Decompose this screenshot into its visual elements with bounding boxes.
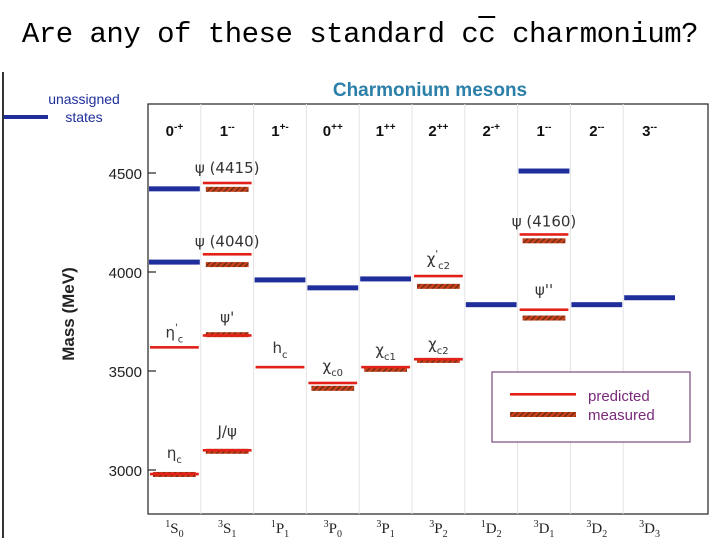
state-sub: c (177, 334, 184, 346)
y-tick-label: 4500 (108, 166, 142, 183)
predicted-level (203, 449, 252, 452)
term-letter: P (434, 521, 443, 537)
state-symbol: ψ (4160) (511, 212, 577, 231)
term-multiplicity: 1 (480, 519, 486, 530)
legend-measured-swatch (510, 412, 576, 417)
term-label (639, 519, 660, 540)
jpc-header (376, 122, 396, 140)
unassigned-level (519, 169, 570, 174)
unassigned-legend-label: unassigned (48, 91, 120, 107)
predicted-level (150, 473, 199, 476)
state-label (428, 335, 449, 357)
term-letter: D (485, 521, 497, 537)
jpc-pc: ++ (331, 122, 343, 133)
state-symbol: η (165, 323, 176, 342)
unassigned-level (307, 285, 358, 290)
term-j: 1 (284, 529, 290, 540)
jpc-j: 1 (271, 123, 280, 140)
measured-level (206, 262, 249, 267)
charmonium-chart (0, 70, 720, 540)
state-label (167, 444, 182, 466)
predicted-level (361, 366, 410, 369)
jpc-j: 2 (428, 123, 437, 140)
term-label (586, 519, 607, 540)
unassigned-level (624, 295, 675, 300)
jpc-j: 0 (165, 123, 174, 140)
y-tick-label: 4000 (108, 265, 142, 282)
state-symbol: h (272, 339, 283, 358)
predicted-level (308, 382, 357, 385)
y-tick-label: 3000 (108, 463, 142, 480)
term-multiplicity: 3 (533, 519, 539, 530)
term-label (481, 519, 502, 540)
term-j: 1 (389, 529, 395, 540)
y-axis-label: Mass (MeV) (59, 267, 78, 361)
term-letter: P (328, 521, 337, 537)
state-label (166, 322, 184, 345)
state-symbol: χ (375, 341, 384, 360)
state-symbol: ψ'' (534, 280, 554, 299)
term-label (218, 519, 236, 540)
state-symbol: χ (426, 250, 436, 269)
term-j: 0 (336, 529, 342, 540)
jpc-pc: -- (650, 122, 658, 133)
predicted-level (150, 346, 199, 349)
jpc-pc: -+ (490, 122, 500, 133)
state-label (512, 212, 577, 230)
term-letter: D (538, 521, 550, 537)
predicted-level (414, 358, 463, 361)
state-sub: c1 (383, 352, 396, 364)
state-label (375, 341, 396, 363)
term-j: 2 (602, 529, 608, 540)
state-label (427, 249, 450, 272)
jpc-j: 3 (642, 123, 651, 140)
term-multiplicity: 3 (323, 519, 329, 530)
unassigned-level (466, 302, 517, 307)
term-j: 1 (231, 529, 237, 540)
jpc-header (323, 122, 343, 140)
legend-measured-label: measured (588, 407, 655, 424)
y-tick-label: 3500 (108, 364, 142, 381)
term-letter: P (381, 521, 390, 537)
measured-level (523, 316, 566, 321)
unassigned-level (149, 260, 200, 265)
term-label (165, 519, 183, 540)
jpc-pc: -- (544, 122, 552, 133)
term-label (534, 519, 555, 540)
state-label (217, 422, 237, 440)
jpc-j: 1 (375, 123, 384, 140)
unassigned-level (149, 186, 200, 191)
jpc-j: 0 (322, 123, 332, 140)
term-multiplicity: 1 (165, 519, 171, 530)
term-j: 1 (549, 529, 555, 540)
measured-level (206, 187, 249, 192)
legend-predicted-label: predicted (588, 388, 650, 405)
state-symbol: η (166, 444, 177, 463)
state-symbol: ψ (4040) (194, 232, 260, 251)
term-multiplicity: 3 (639, 519, 645, 530)
measured-level (417, 284, 460, 289)
jpc-header (589, 122, 604, 140)
jpc-pc: -- (597, 122, 605, 133)
measured-level (523, 238, 566, 243)
jpc-pc: +- (279, 122, 289, 133)
predicted-level (520, 233, 569, 236)
term-letter: S (170, 521, 179, 537)
jpc-j: 1 (219, 123, 229, 140)
state-symbol: J/ψ (217, 422, 237, 441)
term-j: 2 (442, 529, 448, 540)
state-symbol: χ (322, 357, 332, 375)
chart-title: Charmonium mesons (332, 80, 528, 101)
unassigned-level (571, 302, 622, 307)
term-j: 2 (496, 529, 502, 540)
term-label (324, 519, 342, 540)
jpc-header (271, 122, 289, 140)
state-sub: c (282, 350, 288, 362)
jpc-header (642, 122, 657, 140)
predicted-level (203, 334, 252, 337)
state-symbol: ψ (4415) (194, 159, 260, 177)
state-sup: ' (435, 249, 439, 261)
term-letter: D (591, 521, 603, 537)
jpc-pc: -+ (173, 122, 184, 133)
state-sub: c (176, 455, 182, 467)
term-multiplicity: 1 (270, 519, 276, 530)
predicted-level (414, 275, 463, 278)
state-label (220, 308, 234, 326)
state-sup: ' (175, 322, 178, 334)
term-label (376, 519, 394, 540)
predicted-level (203, 182, 252, 185)
jpc-j: 2 (589, 123, 598, 140)
term-multiplicity: 3 (376, 519, 382, 530)
state-label (272, 339, 287, 361)
term-j: 3 (655, 529, 661, 540)
unassigned-legend-swatch (4, 115, 48, 119)
predicted-level (256, 366, 305, 369)
jpc-pc: ++ (383, 122, 396, 133)
jpc-header (166, 122, 184, 140)
term-letter: S (223, 521, 232, 537)
legend-predicted-swatch (510, 393, 576, 396)
jpc-j: 2 (482, 123, 491, 140)
term-multiplicity: 3 (429, 519, 435, 530)
unassigned-level (360, 276, 411, 281)
term-j: 0 (178, 529, 184, 540)
term-multiplicity: 3 (586, 519, 592, 530)
measured-level (311, 386, 354, 391)
unassigned-level (255, 277, 306, 282)
jpc-header (220, 122, 235, 140)
jpc-pc: ++ (436, 122, 449, 133)
state-label (323, 357, 344, 379)
state-sub: c2 (438, 261, 451, 273)
unassigned-legend-label: states (65, 109, 103, 125)
jpc-header (482, 122, 500, 140)
title-cbar: $\overline{c}$ (478, 18, 496, 51)
term-multiplicity: 3 (218, 519, 224, 530)
title-prefix: Are any of these standard c (21, 18, 479, 51)
slide-title (0, 18, 720, 51)
title-suffix: charmonium? (495, 18, 699, 51)
state-symbol: ψ' (220, 308, 235, 327)
term-letter: D (644, 521, 656, 537)
state-symbol: χ (428, 335, 437, 354)
state-label (535, 281, 553, 299)
term-label (271, 519, 289, 540)
term-letter: P (275, 521, 285, 537)
jpc-header (536, 122, 551, 140)
state-sub: c0 (331, 368, 344, 379)
state-label (195, 232, 260, 250)
predicted-level (203, 253, 252, 256)
predicted-level (520, 308, 569, 311)
state-label (195, 159, 260, 177)
jpc-pc: -- (228, 122, 235, 133)
jpc-j: 1 (536, 123, 545, 140)
jpc-header (428, 122, 448, 140)
term-label (429, 519, 447, 540)
state-sub: c2 (436, 346, 449, 358)
